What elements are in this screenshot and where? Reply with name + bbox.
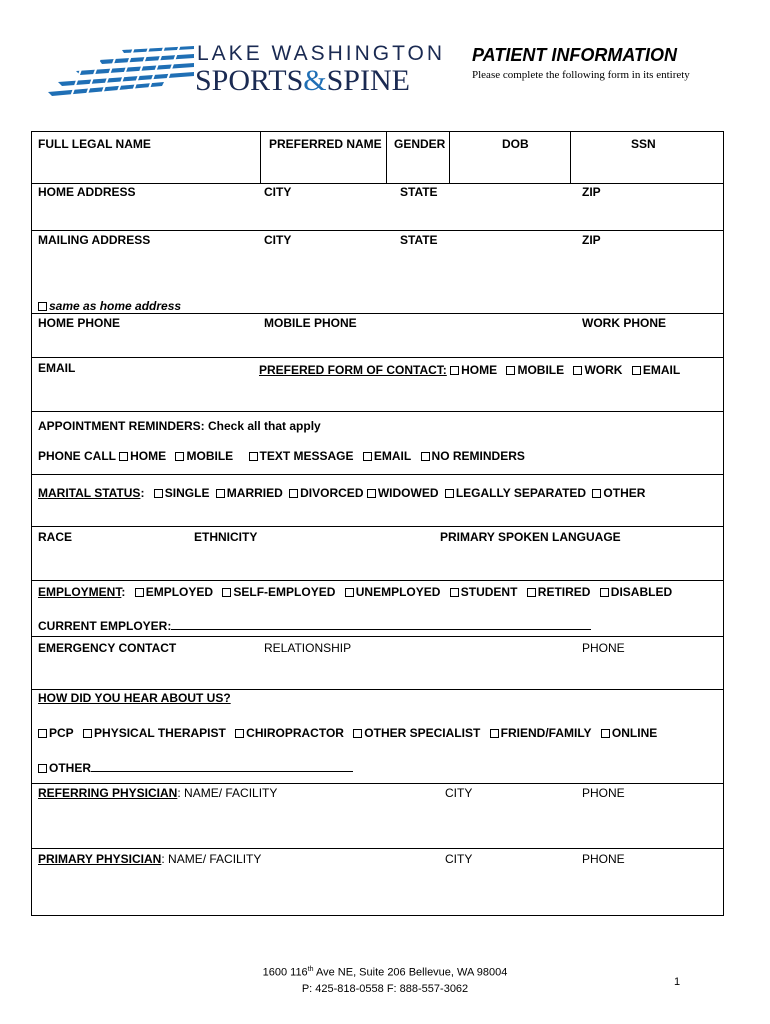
row-divider (31, 636, 724, 637)
checkbox-icon[interactable] (450, 366, 459, 375)
checkbox-icon[interactable] (154, 489, 163, 498)
marital-option-married[interactable]: MARRIED (226, 486, 283, 500)
marital-option-other[interactable]: OTHER (603, 486, 646, 500)
checkbox-icon[interactable] (450, 588, 459, 597)
contact-option-email[interactable]: EMAIL (642, 363, 681, 377)
footer-address-sup: th (307, 966, 314, 973)
employment-option-student[interactable]: STUDENT (460, 585, 518, 599)
reminder-option-email[interactable]: EMAIL (373, 449, 412, 463)
referral-option-pt[interactable]: PHYSICAL THERAPIST (94, 726, 226, 740)
logo-line2 (195, 64, 410, 98)
row-divider (31, 474, 724, 475)
employment-group (38, 585, 678, 599)
primary-physician-field[interactable] (38, 852, 261, 866)
same-as-home-checkbox[interactable] (38, 299, 181, 313)
logo-amp: & (303, 64, 327, 97)
logo-swoosh-icon (44, 40, 204, 104)
footer-address (0, 966, 770, 979)
col-divider (449, 131, 450, 183)
employment-option-retired[interactable]: RETIRED (537, 585, 591, 599)
col-divider (570, 131, 571, 183)
referral-option-pcp[interactable]: PCP (49, 726, 74, 740)
reminder-option-home[interactable]: HOME (130, 449, 167, 463)
checkbox-icon[interactable] (445, 489, 454, 498)
marital-option-separated[interactable]: LEGALLY SEPARATED (455, 486, 587, 500)
checkbox-icon[interactable] (83, 729, 92, 738)
referral-options (38, 726, 663, 740)
col-divider (386, 131, 387, 183)
referral-option-online[interactable]: ONLINE (611, 726, 658, 740)
checkbox-icon[interactable] (506, 366, 515, 375)
checkbox-icon[interactable] (353, 729, 362, 738)
checkbox-icon[interactable] (601, 729, 610, 738)
logo-sports: SPORTS (195, 64, 304, 97)
referral-other-label: OTHER (49, 761, 91, 775)
primary-phone-field[interactable]: PHONE (582, 852, 625, 866)
checkbox-icon[interactable] (38, 302, 47, 311)
row-divider (31, 357, 724, 358)
contact-option-mobile[interactable]: MOBILE (517, 363, 565, 377)
reminders-options (38, 449, 531, 463)
marital-status-group (38, 486, 651, 500)
mailing-city-field[interactable]: CITY (264, 233, 292, 247)
home-phone-field[interactable]: HOME PHONE (38, 316, 121, 330)
current-employer-field[interactable] (38, 618, 591, 633)
preferred-contact-group (259, 363, 686, 377)
checkbox-icon[interactable] (632, 366, 641, 375)
contact-option-work[interactable]: WORK (584, 363, 623, 377)
marital-option-single[interactable]: SINGLE (164, 486, 210, 500)
referring-city-field[interactable]: CITY (445, 786, 473, 800)
email-field[interactable]: EMAIL (38, 361, 76, 375)
referral-option-chiro[interactable]: CHIROPRACTOR (246, 726, 344, 740)
gender-field[interactable]: GENDER (394, 137, 446, 151)
checkbox-icon[interactable] (175, 452, 184, 461)
full-legal-name-field[interactable]: FULL LEGAL NAME (38, 137, 151, 151)
reminder-option-none[interactable]: NO REMINDERS (431, 449, 525, 463)
emergency-contact-field[interactable]: EMERGENCY CONTACT (38, 641, 177, 655)
logo (44, 40, 444, 104)
current-employer-label: CURRENT EMPLOYER: (38, 619, 172, 633)
page-number: 1 (674, 976, 681, 988)
checkbox-icon[interactable] (249, 452, 258, 461)
employment-label: EMPLOYMENT (38, 585, 122, 599)
marital-option-divorced[interactable]: DIVORCED (300, 486, 364, 500)
row-divider (31, 783, 724, 784)
work-phone-field[interactable]: WORK PHONE (582, 316, 666, 330)
referring-name-facility: : NAME/ FACILITY (177, 786, 278, 800)
row-divider (31, 526, 724, 527)
row-divider (31, 313, 724, 314)
row-divider (31, 411, 724, 412)
logo-line1: LAKE WASHINGTON (197, 42, 446, 65)
reminders-heading: APPOINTMENT REMINDERS: Check all that apply (38, 419, 321, 433)
home-city-field[interactable]: CITY (264, 185, 292, 199)
checkbox-icon[interactable] (592, 489, 601, 498)
employment-option-unemployed[interactable]: UNEMPLOYED (355, 585, 441, 599)
page-title: PATIENT INFORMATION (472, 45, 677, 65)
race-field[interactable]: RACE (38, 530, 73, 544)
checkbox-icon[interactable] (222, 588, 231, 597)
primary-city-field[interactable]: CITY (445, 852, 473, 866)
footer-address-post: Ave NE, Suite 206 Bellevue, WA 98004 (313, 966, 508, 979)
row-divider (31, 580, 724, 581)
footer-address-pre: 1600 116 (262, 966, 308, 979)
referring-physician-field[interactable] (38, 786, 277, 800)
emergency-relationship-field[interactable]: RELATIONSHIP (264, 641, 352, 655)
page-subtitle: Please complete the following form in its entirety (472, 69, 690, 81)
checkbox-icon[interactable] (235, 729, 244, 738)
checkbox-icon[interactable] (289, 489, 298, 498)
current-employer-line[interactable] (171, 618, 591, 630)
checkbox-icon[interactable] (527, 588, 536, 597)
row-divider (31, 183, 724, 184)
preferred-contact-label: PREFERED FORM OF CONTACT: (259, 363, 447, 377)
home-zip-field[interactable]: ZIP (582, 185, 601, 199)
employment-option-employed[interactable]: EMPLOYED (145, 585, 214, 599)
referral-option-specialist[interactable]: OTHER SPECIALIST (364, 726, 481, 740)
primary-physician-label: PRIMARY PHYSICIAN (38, 852, 162, 866)
marital-option-widowed[interactable]: WIDOWED (377, 486, 439, 500)
checkbox-icon[interactable] (600, 588, 609, 597)
emergency-phone-field[interactable]: PHONE (582, 641, 625, 655)
marital-status-label: MARITAL STATUS (38, 486, 141, 500)
checkbox-icon[interactable] (421, 452, 430, 461)
language-field[interactable]: PRIMARY SPOKEN LANGUAGE (440, 530, 621, 544)
checkbox-icon[interactable] (363, 452, 372, 461)
logo-spine: SPINE (326, 64, 410, 97)
employment-option-disabled[interactable]: DISABLED (610, 585, 673, 599)
primary-name-facility: : NAME/ FACILITY (161, 852, 262, 866)
checkbox-icon[interactable] (367, 489, 376, 498)
checkbox-icon[interactable] (38, 729, 47, 738)
reminder-option-mobile[interactable]: MOBILE (186, 449, 234, 463)
checkbox-icon[interactable] (38, 764, 47, 773)
checkbox-icon[interactable] (573, 366, 582, 375)
home-state-field[interactable]: STATE (400, 185, 438, 199)
row-divider (31, 230, 724, 231)
checkbox-icon[interactable] (345, 588, 354, 597)
mailing-zip-field[interactable]: ZIP (582, 233, 601, 247)
ethnicity-field[interactable]: ETHNICITY (194, 530, 258, 544)
same-as-home-label: same as home address (49, 299, 182, 313)
referring-phone-field[interactable]: PHONE (582, 786, 625, 800)
ssn-field[interactable]: SSN (631, 137, 656, 151)
footer-phones: P: 425-818-0558 F: 888-557-3062 (301, 983, 469, 995)
mailing-address-field[interactable]: MAILING ADDRESS (38, 233, 151, 247)
marital-colon: : (140, 486, 145, 500)
home-address-field[interactable]: HOME ADDRESS (38, 185, 136, 199)
mobile-phone-field[interactable]: MOBILE PHONE (264, 316, 357, 330)
col-divider (260, 131, 261, 183)
checkbox-icon[interactable] (135, 588, 144, 597)
referring-physician-label: REFERRING PHYSICIAN (38, 786, 178, 800)
referral-heading: HOW DID YOU HEAR ABOUT US? (38, 691, 231, 705)
row-divider (31, 689, 724, 690)
preferred-name-field[interactable]: PREFERRED NAME (269, 137, 382, 151)
row-divider (31, 848, 724, 849)
phone-call-label: PHONE CALL (38, 449, 116, 463)
referral-other[interactable] (38, 760, 353, 775)
contact-option-home[interactable]: HOME (461, 363, 498, 377)
reminder-option-text[interactable]: TEXT MESSAGE (259, 449, 354, 463)
mailing-state-field[interactable]: STATE (400, 233, 438, 247)
employment-colon: : (121, 585, 126, 599)
referral-option-friend[interactable]: FRIEND/FAMILY (500, 726, 592, 740)
dob-field[interactable]: DOB (502, 137, 529, 151)
checkbox-icon[interactable] (216, 489, 225, 498)
employment-option-self[interactable]: SELF-EMPLOYED (233, 585, 336, 599)
referral-other-line[interactable] (91, 760, 353, 772)
checkbox-icon[interactable] (119, 452, 128, 461)
checkbox-icon[interactable] (490, 729, 499, 738)
